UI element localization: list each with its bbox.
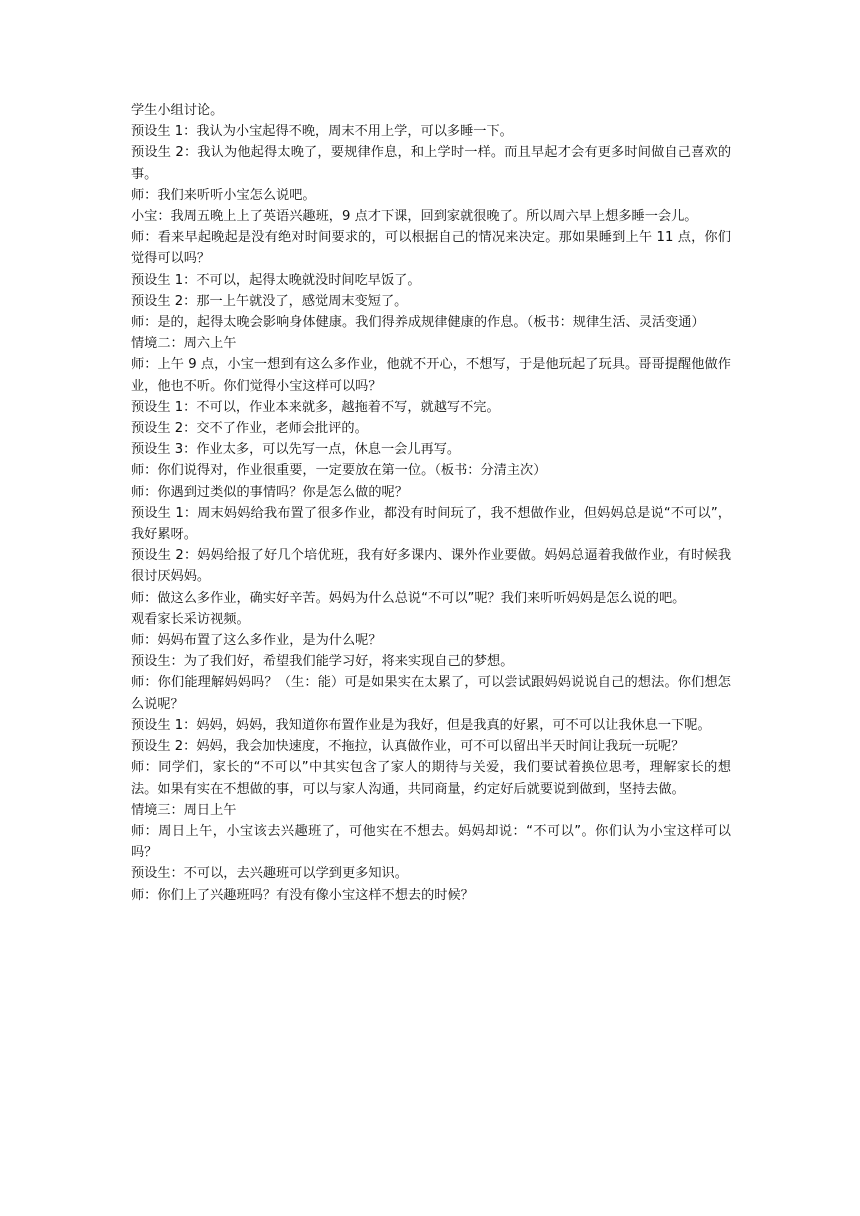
paragraph: 师：同学们，家长的“不可以”中其实包含了家人的期待与关爱，我们要试着换位思考，理解家长的想法。如果有实在不想做的事，可以与家人沟通，共同商量，约定好后就要说到做到，坚持去做。	[131, 760, 731, 797]
paragraph: 学生小组讨论。	[131, 103, 224, 118]
paragraph: 预设生 1：不可以，起得太晚就没时间吃早饭了。	[131, 272, 421, 288]
paragraph: 预设生 2：妈妈，我会加快速度，不拖拉，认真做作业，可不可以留出半天时间让我玩一玩呢？	[131, 739, 685, 755]
paragraph: 预设生 3：作业太多，可以先写一点，休息一会儿再写。	[131, 442, 461, 458]
paragraph: 预设生 1：我认为小宝起得不晚，周末不用上学，可以多睡一下。	[131, 124, 513, 140]
paragraph: 观看家长采访视频。	[131, 611, 250, 627]
paragraph: 预设生 1：不可以，作业本来就多，越拖着不写，就越写不完。	[131, 399, 500, 415]
paragraph: 师：上午 9 点，小宝一想到有这么多作业，他就不开心，不想写，于是他玩起了玩具。哥哥提醒他做作业，他也不听。你们觉得小宝这样可以吗？	[131, 357, 731, 394]
paragraph: 师：妈妈布置了这么多作业，是为什么呢？	[131, 633, 382, 649]
paragraph: 预设生 2：我认为他起得太晚了，要规律作息，和上学时一样。而且早起才会有更多时间做自己喜欢的事。	[131, 145, 731, 182]
scenario-heading: 情境二：周六上午	[131, 336, 237, 352]
paragraph: 师：周日上午，小宝该去兴趣班了，可他实在不想去。妈妈却说：“不可以”。你们认为小宝这样可以吗？	[131, 823, 731, 861]
paragraph: 预设生 1：妈妈，妈妈，我知道你布置作业是为我好，但是我真的好累，可不可以让我休息一下呢。	[131, 717, 711, 733]
paragraph: 师：看来早起晚起是没有绝对时间要求的，可以根据自己的情况来决定。那如果睡到上午 11 点，你们觉得可以吗？	[131, 230, 731, 267]
paragraph: 预设生 2：妈妈给报了好几个培优班，我有好多课内、课外作业要做。妈妈总逼着我做作业，有时候我很讨厌妈妈。	[131, 548, 731, 585]
paragraph: 小宝：我周五晚上上了英语兴趣班，9 点才下课，回到家就很晚了。所以周六早上想多睡一会儿。	[131, 209, 698, 225]
paragraph: 预设生 2：交不了作业，老师会批评的。	[131, 421, 368, 437]
scenario-heading: 情境三：周日上午	[131, 802, 237, 818]
paragraph: 预设生：不可以，去兴趣班可以学到更多知识。	[131, 866, 408, 882]
paragraph: 师：做这么多作业，确实好辛苦。妈妈为什么总说“不可以”呢？我们来听听妈妈是怎么说的吧。	[131, 590, 686, 606]
paragraph: 师：我们来听听小宝怎么说吧。	[131, 187, 316, 203]
paragraph: 师：你遇到过类似的事情吗？你是怎么做的呢？	[131, 484, 408, 500]
paragraph: 师：你们说得对，作业很重要，一定要放在第一位。（板书：分清主次）	[131, 463, 547, 479]
document-body	[131, 100, 731, 906]
paragraph: 师：是的，起得太晚会影响身体健康。我们得养成规律健康的作息。（板书：规律生活、灵活变通）	[131, 315, 705, 331]
paragraph: 师：你们上了兴趣班吗？有没有像小宝这样不想去的时候？	[131, 887, 474, 903]
paragraph: 预设生 2：那一上午就没了，感觉周末变短了。	[131, 293, 408, 309]
paragraph: 师：你们能理解妈妈吗？（生：能）可是如果实在太累了，可以尝试跟妈妈说说自己的想法。你们想怎么说呢？	[131, 675, 731, 712]
paragraph: 预设生：为了我们好，希望我们能学习好，将来实现自己的梦想。	[131, 654, 514, 670]
paragraph: 预设生 1：周末妈妈给我布置了很多作业，都没有时间玩了，我不想做作业，但妈妈总是说“不可以”，我好累呀。	[131, 505, 731, 543]
